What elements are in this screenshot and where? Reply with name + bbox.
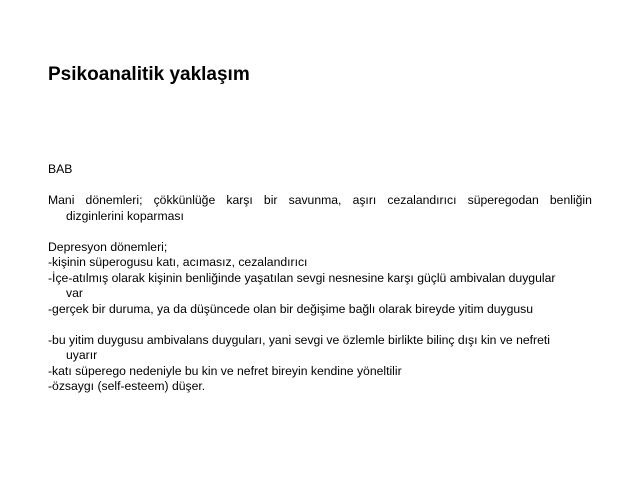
slide-title: Psikoanalitik yaklaşım: [48, 64, 250, 85]
text-line-kati-superego: -katı süperego nedeniyle bu kin ve nefret bireyin kendine yöneltilir: [48, 363, 402, 378]
text-line-yitim-duygusu: -bu yitim duygusu ambivalans duyguları, yani sevgi ve özlemle birlikte bilinç dışı kin ve nefreti: [48, 332, 550, 347]
text-line-depresyon-heading: Depresyon dönemleri;: [48, 239, 168, 254]
text-word: benliğin: [549, 193, 592, 207]
text-word: aşırı: [352, 193, 377, 207]
text-line-ice-atilmis: -İçe-atılmış olarak kişinin benliğinde yaşatılan sevgi nesnesine karşı güçlü ambivalan duygular: [48, 270, 556, 285]
text-word: çökkünlüğe: [153, 193, 216, 207]
paragraph-gap: [48, 224, 592, 240]
text-line-ice-atilmis-continued: var: [66, 286, 83, 300]
text-word: cezalandırıcı: [387, 193, 457, 207]
text-line-mani-continued: dizginlerini koparması: [66, 208, 184, 223]
text-line-yitim-duygusu-continued: uyarır: [66, 348, 98, 362]
text-word: bir: [263, 193, 278, 207]
text-word: Mani: [48, 193, 75, 207]
text-line-gercek-durum: -gerçek bir duruma, ya da düşüncede olan bir değişime bağlı olarak bireyde yitim duygusu: [48, 301, 534, 316]
text-word: dönemleri;: [85, 193, 143, 207]
slide-body: [48, 162, 592, 395]
text-line-ozsaygi: -özsaygı (self-esteem) düşer.: [48, 379, 206, 393]
text-word: karşı: [226, 193, 253, 207]
paragraph-gap: [48, 178, 592, 194]
text-line-superego: -kişinin süperogusu katı, acımasız, cezalandırıcı: [48, 255, 308, 269]
text-line-bab: BAB: [48, 162, 73, 176]
paragraph-gap: [48, 317, 592, 333]
text-word: savunma,: [288, 193, 342, 207]
text-word: süperegodan: [467, 193, 539, 207]
text-line-mani: [48, 193, 592, 209]
